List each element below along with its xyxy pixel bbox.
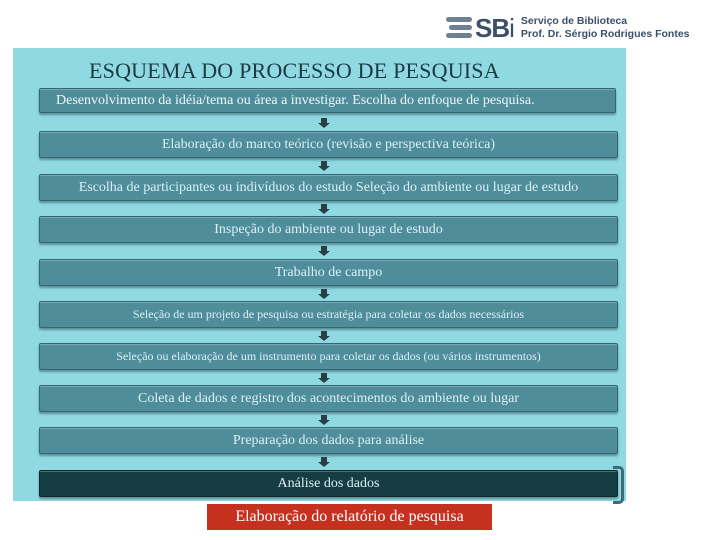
logo-line-1: Serviço de Biblioteca (520, 15, 628, 27)
down-arrow-icon (320, 373, 328, 382)
bracket-decoration (613, 466, 624, 504)
down-arrow-icon (320, 246, 328, 255)
down-arrow-icon (320, 457, 328, 466)
down-arrow-icon (320, 289, 328, 298)
step-3: Escolha de participantes ou indivíduos do estudo Seleção do ambiente ou lugar de estudo (39, 174, 618, 201)
final-step: Elaboração do relatório de pesquisa (207, 504, 492, 530)
step-10: Análise dos dados (39, 470, 618, 497)
step-7: Seleção ou elaboração de um instrumento para coletar os dados (ou vários instrumentos) (39, 343, 618, 370)
logo-text (521, 15, 690, 41)
step-9: Preparação dos dados para análise (39, 427, 618, 454)
down-arrow-icon (320, 331, 328, 340)
down-arrow-icon (320, 415, 328, 424)
logo-i: i (509, 13, 515, 43)
diagram-title: ESQUEMA DO PROCESSO DE PESQUISA (89, 58, 500, 83)
down-arrow-icon (320, 161, 328, 170)
logo-line-2: Prof. Dr. Sérgio Rodrigues Fontes (520, 28, 690, 40)
book-stack-icon (446, 14, 472, 42)
step-1: Desenvolvimento da idéia/tema ou área a investigar. Escolha do enfoque de pesquisa. (39, 88, 616, 113)
step-4: Inspeção do ambiente ou lugar de estudo (39, 216, 618, 243)
down-arrow-icon (320, 204, 328, 213)
sbi-logo (446, 10, 690, 46)
down-arrow-icon (320, 118, 328, 127)
step-5: Trabalho de campo (39, 259, 618, 286)
step-6: Seleção de um projeto de pesquisa ou estratégia para coletar os dados necessários (39, 301, 618, 328)
step-2: Elaboração do marco teórico (revisão e perspectiva teórica) (39, 131, 618, 158)
process-diagram (13, 48, 626, 501)
step-8: Coleta de dados e registro dos acontecimentos do ambiente ou lugar (39, 385, 618, 412)
logo-sb: SB (475, 13, 510, 43)
